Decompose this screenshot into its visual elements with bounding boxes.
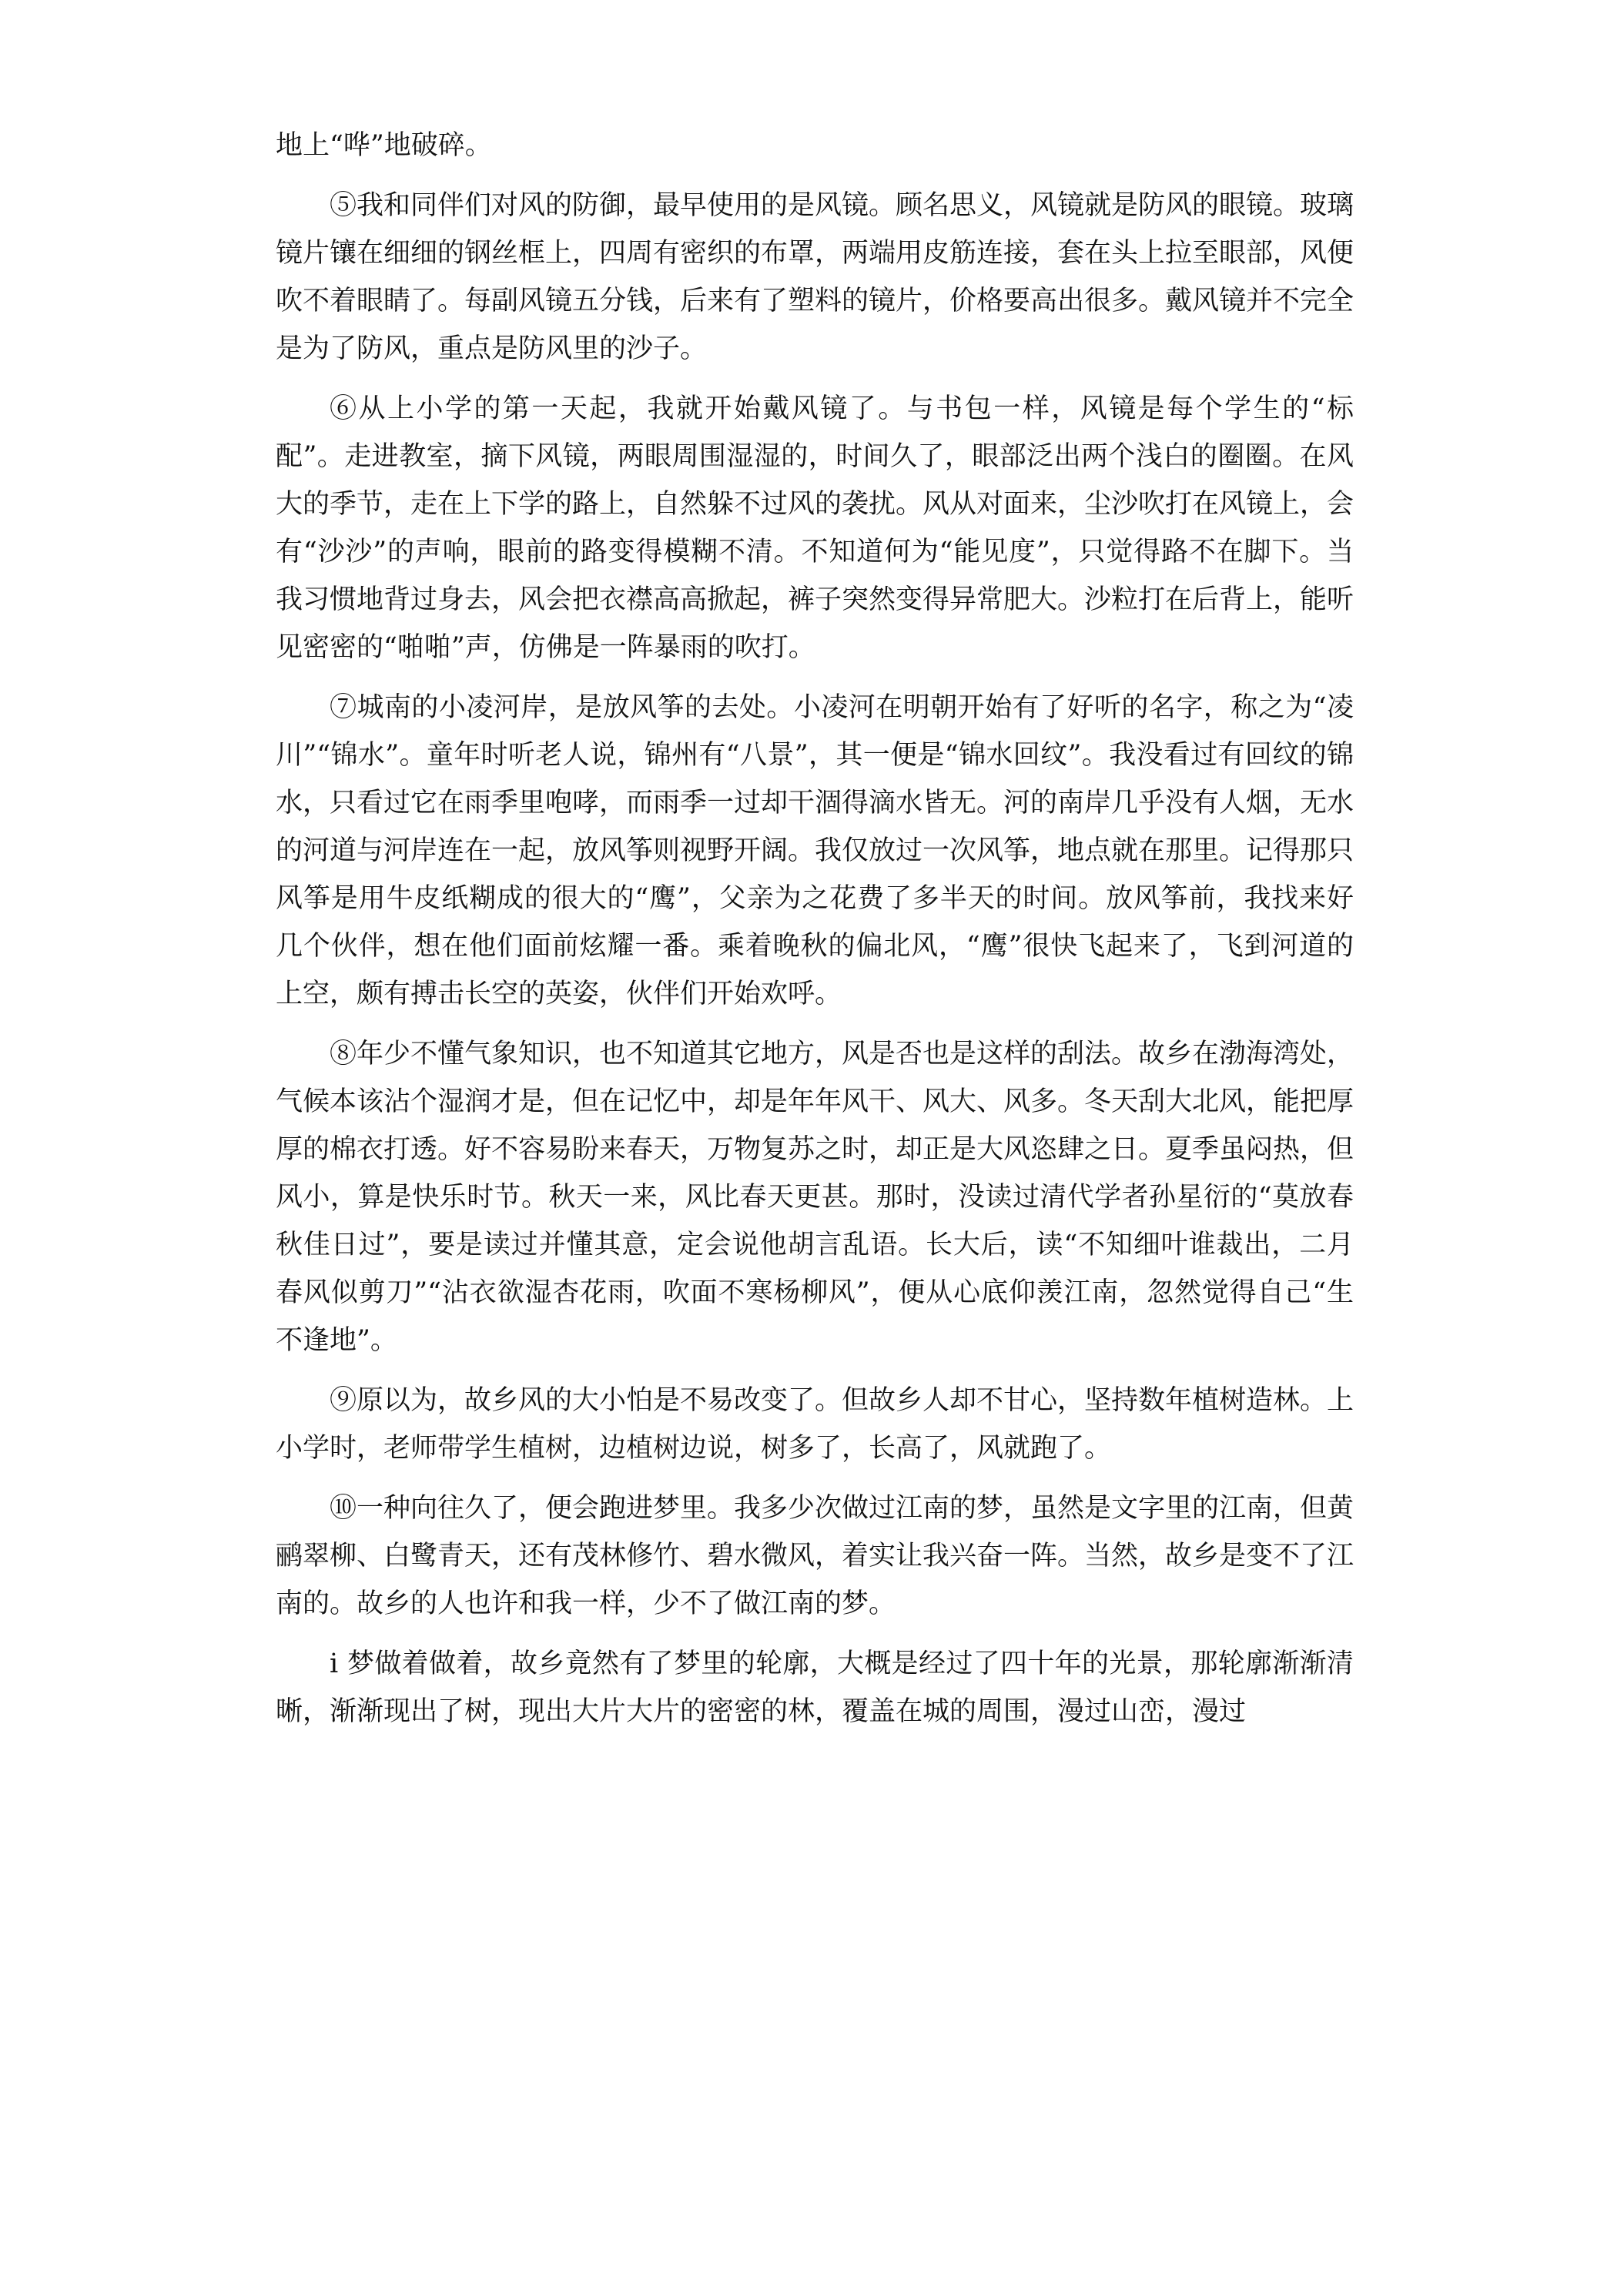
paragraph-6: ⑥从上小学的第一天起，我就开始戴风镜了。与书包一样，风镜是每个学生的“标配”。走进教室，摘下风镜，两眼周围湿湿的，时间久了，眼部泛出两个浅白的圈圈。在风大的季节，走在上下学的路上，自然躲不过风的袭扰。风从对面来，尘沙吹打在风镜上，会有“沙沙”的声响，眼前的路变得模糊不清。不知道何为“能见度”，只觉得路不在脚下。当我习惯地背过身去，风会把衣襟高高掀起，裤子突然变得异常肥大。沙粒打在后背上，能听见密密的“啪啪”声，仿佛是一阵暴雨的吹打。 xyxy=(276,393,1354,663)
paragraph-11: ⅰ 梦做着做着，故乡竟然有了梦里的轮廓，大概是经过了四十年的光景，那轮廓渐渐清晰，渐渐现出了树，现出大片大片的密密的林，覆盖在城的周围，漫过山峦，漫过 xyxy=(276,1648,1354,1727)
paragraph-continuation: 地上“哗”地破碎。 xyxy=(276,130,492,161)
paragraph-10: ⑩一种向往久了，便会跑进梦里。我多少次做过江南的梦，虽然是文字里的江南，但黄鹂翠柳、白鹭青天，还有茂林修竹、碧水微风，着实让我兴奋一阵。当然，故乡是变不了江南的。故乡的人也许和我一样，少不了做江南的梦。 xyxy=(276,1493,1354,1619)
article-body xyxy=(276,122,1354,1748)
paragraph-7: ⑦城南的小凌河岸，是放风筝的去处。小凌河在明朝开始有了好听的名字，称之为“凌川”“锦水”。童年时听老人说，锦州有“八景”，其一便是“锦水回纹”。我没看过有回纹的锦水，只看过它在雨季里咆哮，而雨季一过却干涸得滴水皆无。河的南岸几乎没有人烟，无水的河道与河岸连在一起，放风筝则视野开阔。我仅放过一次风筝，地点就在那里。记得那只风筝是用牛皮纸糊成的很大的“鹰”，父亲为之花费了多半天的时间。放风筝前，我找来好几个伙伴，想在他们面前炫耀一番。乘着晚秋的偏北风，“鹰”很快飞起来了，飞到河道的上空，颇有搏击长空的英姿，伙伴们开始欢呼。 xyxy=(276,692,1354,1009)
paragraph-8: ⑧年少不懂气象知识，也不知道其它地方，风是否也是这样的刮法。故乡在渤海湾处，气候本该沾个湿润才是，但在记忆中，却是年年风干、风大、风多。冬天刮大北风，能把厚厚的棉衣打透。好不容易盼来春天，万物复苏之时，却正是大风恣肆之日。夏季虽闷热，但风小，算是快乐时节。秋天一来，风比春天更甚。那时，没读过清代学者孙星衍的“莫放春秋佳日过”，要是读过并懂其意，定会说他胡言乱语。长大后，读“不知细叶谁裁出，二月春风似剪刀”“沾衣欲湿杏花雨，吹面不寒杨柳风”，便从心底仰羡江南，忽然觉得自己“生不逢地”。 xyxy=(276,1039,1354,1356)
paragraph-5: ⑤我和同伴们对风的防御，最早使用的是风镜。顾名思义，风镜就是防风的眼镜。玻璃镜片镶在细细的钢丝框上，四周有密织的布罩，两端用皮筋连接，套在头上拉至眼部，风便吹不着眼睛了。每副风镜五分钱，后来有了塑料的镜片，价格要高出很多。戴风镜并不完全是为了防风，重点是防风里的沙子。 xyxy=(276,190,1354,364)
paragraph-9: ⑨原以为，故乡风的大小怕是不易改变了。但故乡人却不甘心，坚持数年植树造林。上小学时，老师带学生植树，边植树边说，树多了，长高了，风就跑了。 xyxy=(276,1385,1354,1464)
